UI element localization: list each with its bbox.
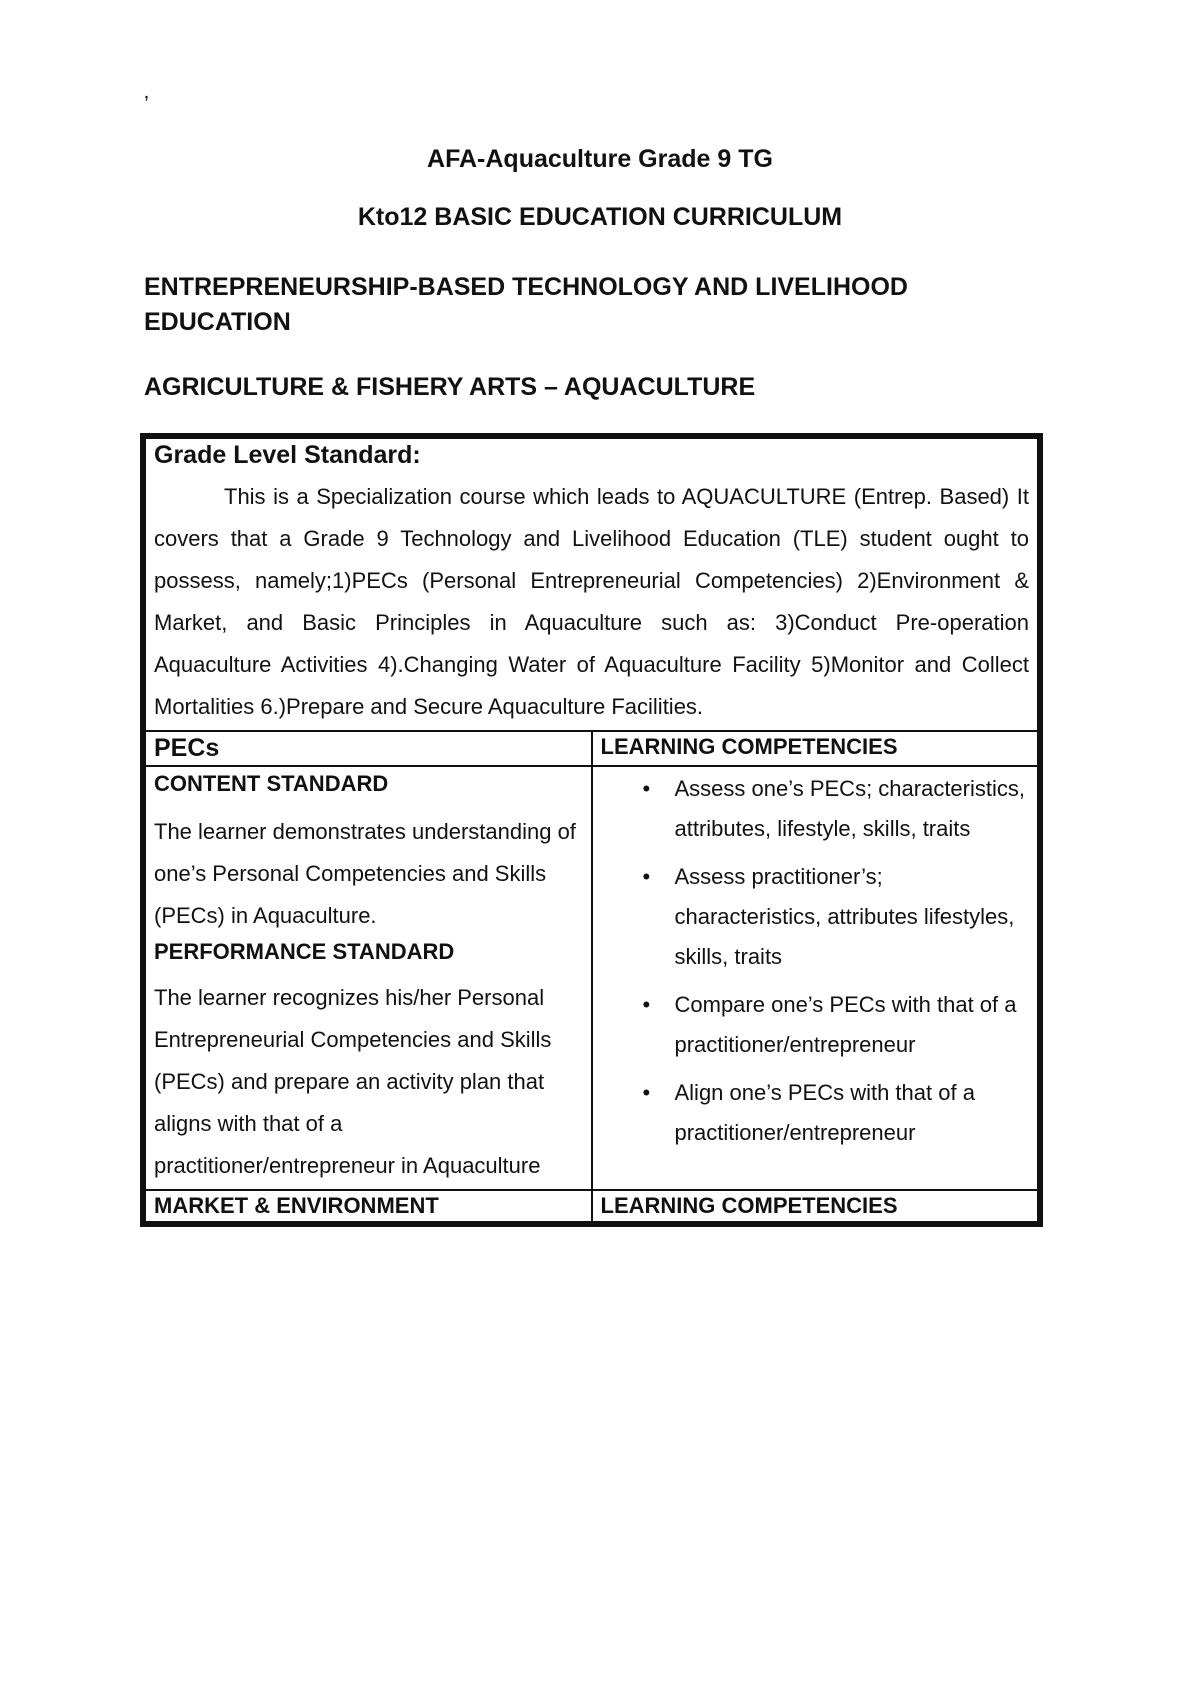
pecs-header-row: [143, 731, 1040, 766]
bullet-icon: •: [642, 992, 651, 1017]
bullet-icon: •: [642, 1080, 651, 1105]
competency-item: [601, 985, 1030, 1065]
learning-competencies-header: LEARNING COMPETENCIES: [592, 731, 1041, 766]
grade-level-text: This is a Specialization course which leads to AQUACULTURE (Entrep. Based) It covers that a Grade 9 Technology and Livelihood Education (TLE) student ought to possess, namely;1)PECs (Personal Entrepreneurial Competencies) 2)Environment & Market, and Basic Principles in Aquaculture such as: 3)Conduct Pre-operation Aquaculture Activities 4).Changing Water of Aquaculture Facility 5)Monitor and Collect Mortalities 6.)Prepare and Secure Aquaculture Facilities.: [154, 484, 1029, 719]
document-title: AFA-Aquaculture Grade 9 TG: [427, 145, 773, 173]
grade-level-row: [143, 436, 1040, 731]
grade-level-cell: [143, 436, 1040, 731]
competency-text: Assess practitioner’s; characteristics, attributes lifestyles, skills, traits: [674, 864, 1015, 969]
competency-text: Assess one’s PECs; characteristics, attributes, lifestyle, skills, traits: [674, 776, 1025, 841]
pecs-content-row: [143, 766, 1040, 1190]
learning-competencies-header-2: LEARNING COMPETENCIES: [592, 1190, 1041, 1224]
standards-cell: [143, 766, 592, 1190]
competency-item: [601, 857, 1030, 977]
curriculum-table: [140, 433, 1043, 1227]
corner-mark: ‚: [144, 78, 149, 103]
competency-text: Align one’s PECs with that of a practitioner/entrepreneur: [674, 1080, 975, 1145]
market-header-row: [143, 1190, 1040, 1224]
content-standard-label: CONTENT STANDARD: [154, 771, 389, 796]
competencies-cell: [592, 766, 1041, 1190]
competency-text: Compare one’s PECs with that of a practitioner/entrepreneur: [674, 992, 1017, 1057]
competency-list: [601, 769, 1030, 1153]
bullet-icon: •: [642, 776, 651, 801]
competency-item: [601, 769, 1030, 849]
performance-standard-label: PERFORMANCE STANDARD: [154, 939, 455, 964]
content-standard-text: The learner demonstrates understanding of one’s Personal Competencies and Skills (PECs) in Aquaculture.: [154, 819, 576, 928]
grade-level-label: Grade Level Standard:: [154, 441, 421, 469]
pecs-header: PECs: [143, 731, 592, 766]
performance-standard-text: The learner recognizes his/her Personal Entrepreneurial Competencies and Skills (PECs) and prepare an activity plan that aligns with that of a practitioner/entrepreneur in Aquaculture: [154, 985, 552, 1178]
market-environment-header: MARKET & ENVIRONMENT: [143, 1190, 592, 1224]
bullet-icon: •: [642, 864, 651, 889]
document-subtitle: Kto12 BASIC EDUCATION CURRICULUM: [357, 203, 843, 231]
competency-item: [601, 1073, 1030, 1153]
program-heading: ENTREPRENEURSHIP-BASED TECHNOLOGY AND LIVELIHOOD EDUCATION: [144, 273, 908, 336]
course-heading: AGRICULTURE & FISHERY ARTS – AQUACULTURE: [144, 373, 756, 401]
